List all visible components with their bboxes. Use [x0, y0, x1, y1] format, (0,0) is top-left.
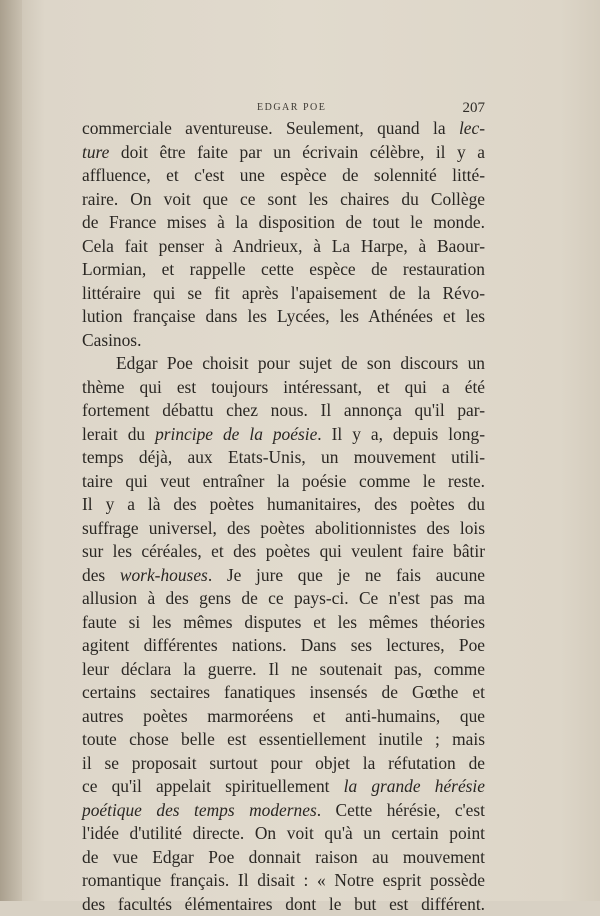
text-run: taire qui veut entraîner la poésie comme le reste. — [82, 471, 485, 491]
text-run: suffrage universel, des poètes abolitionnistes des lois — [82, 518, 485, 538]
text-line — [82, 564, 485, 588]
text-run: lution française dans les Lycées, les Athénées et les — [82, 306, 485, 326]
text-run: littéraire qui se fit après l'apaisement de la Révo- — [82, 283, 485, 303]
body-text — [82, 117, 485, 916]
text-run: autres poètes marmoréens et anti-humains, que — [82, 706, 485, 726]
text-run: leur déclara la guerre. Il ne soutenait pas, comme — [82, 659, 485, 679]
italic-text: work-houses — [120, 565, 208, 585]
text-run: . Je jure que je ne fais aucune — [208, 565, 485, 585]
text-line — [82, 517, 485, 541]
text-line — [82, 705, 485, 729]
text-run: . Cette hérésie, c'est — [317, 800, 485, 820]
text-line — [82, 893, 485, 916]
page-gutter — [0, 0, 22, 901]
text-line — [82, 611, 485, 635]
text-run: lerait du — [82, 424, 155, 444]
text-run: sur les céréales, et des poètes qui veulent faire bâtir — [82, 541, 485, 561]
text-line — [82, 329, 485, 353]
text-run: doit être faite par un écrivain célèbre, il y a — [109, 142, 485, 162]
text-line — [82, 822, 485, 846]
text-run: Il y a là des poètes humanitaires, des poètes du — [82, 494, 485, 514]
text-line — [82, 752, 485, 776]
text-line — [82, 282, 485, 306]
text-line — [82, 446, 485, 470]
text-run: allusion à des gens de ce pays-ci. Ce n'est pas ma — [82, 588, 485, 608]
text-run: fortement débattu chez nous. Il annonça qu'il par- — [82, 400, 485, 420]
text-run: . Il y a, depuis long- — [317, 424, 485, 444]
text-line — [82, 846, 485, 870]
text-run: affluence, et c'est une espèce de solennité litté- — [82, 165, 485, 185]
text-run: temps déjà, aux Etats-Unis, un mouvement utili- — [82, 447, 485, 467]
italic-text: ture — [82, 142, 109, 162]
italic-text: la grande hérésie — [344, 776, 485, 796]
text-run: Lormian, et rappelle cette espèce de restauration — [82, 259, 485, 279]
text-run: des — [82, 565, 120, 585]
text-line — [82, 399, 485, 423]
text-line — [82, 423, 485, 447]
text-line — [82, 211, 485, 235]
text-run: Casinos. — [82, 330, 141, 350]
text-run: romantique français. Il disait : « Notre esprit possède — [82, 870, 485, 890]
text-run: toute chose belle est essentiellement inutile ; mais — [82, 729, 485, 749]
italic-text: lec- — [459, 118, 485, 138]
text-line — [82, 258, 485, 282]
text-run: ce qu'il appelait spirituellement — [82, 776, 344, 796]
text-run: commerciale aventureuse. Seulement, quand la — [82, 118, 459, 138]
text-line — [82, 117, 485, 141]
text-line — [82, 305, 485, 329]
text-line — [82, 352, 485, 376]
italic-text: poétique des temps modernes — [82, 800, 317, 820]
text-line — [82, 164, 485, 188]
text-line — [82, 681, 485, 705]
text-run: des facultés élémentaires dont le but est différent. — [82, 894, 485, 914]
text-run: Edgar Poe choisit pour sujet de son discours un — [116, 353, 485, 373]
text-run: Cela fait penser à Andrieux, à La Harpe, à Baour- — [82, 236, 485, 256]
italic-text: principe de la poésie — [155, 424, 317, 444]
text-line — [82, 235, 485, 259]
text-line — [82, 188, 485, 212]
text-line — [82, 470, 485, 494]
text-line — [82, 493, 485, 517]
text-run: faute si les mêmes disputes et les mêmes théories — [82, 612, 485, 632]
text-line — [82, 869, 485, 893]
text-run: il se proposait surtout pour objet la réfutation de — [82, 753, 485, 773]
text-line — [82, 587, 485, 611]
text-run: l'idée d'utilité directe. On voit qu'à un certain point — [82, 823, 485, 843]
text-run: de vue Edgar Poe donnait raison au mouvement — [82, 847, 485, 867]
running-title: EDGAR POE — [257, 102, 326, 113]
text-line — [82, 728, 485, 752]
text-run: thème qui est toujours intéressant, et qui a été — [82, 377, 485, 397]
text-run: raire. On voit que ce sont les chaires du Collège — [82, 189, 485, 209]
text-line — [82, 775, 485, 799]
text-run: certains sectaires fanatiques insensés de Gœthe et — [82, 682, 485, 702]
text-run: agitent différentes nations. Dans ses lectures, Poe — [82, 635, 485, 655]
text-line — [82, 141, 485, 165]
text-run: de France mises à la disposition de tout le monde. — [82, 212, 485, 232]
page-number: 207 — [463, 100, 486, 117]
text-line — [82, 634, 485, 658]
text-line — [82, 658, 485, 682]
text-line — [82, 376, 485, 400]
text-line — [82, 540, 485, 564]
text-line — [82, 799, 485, 823]
